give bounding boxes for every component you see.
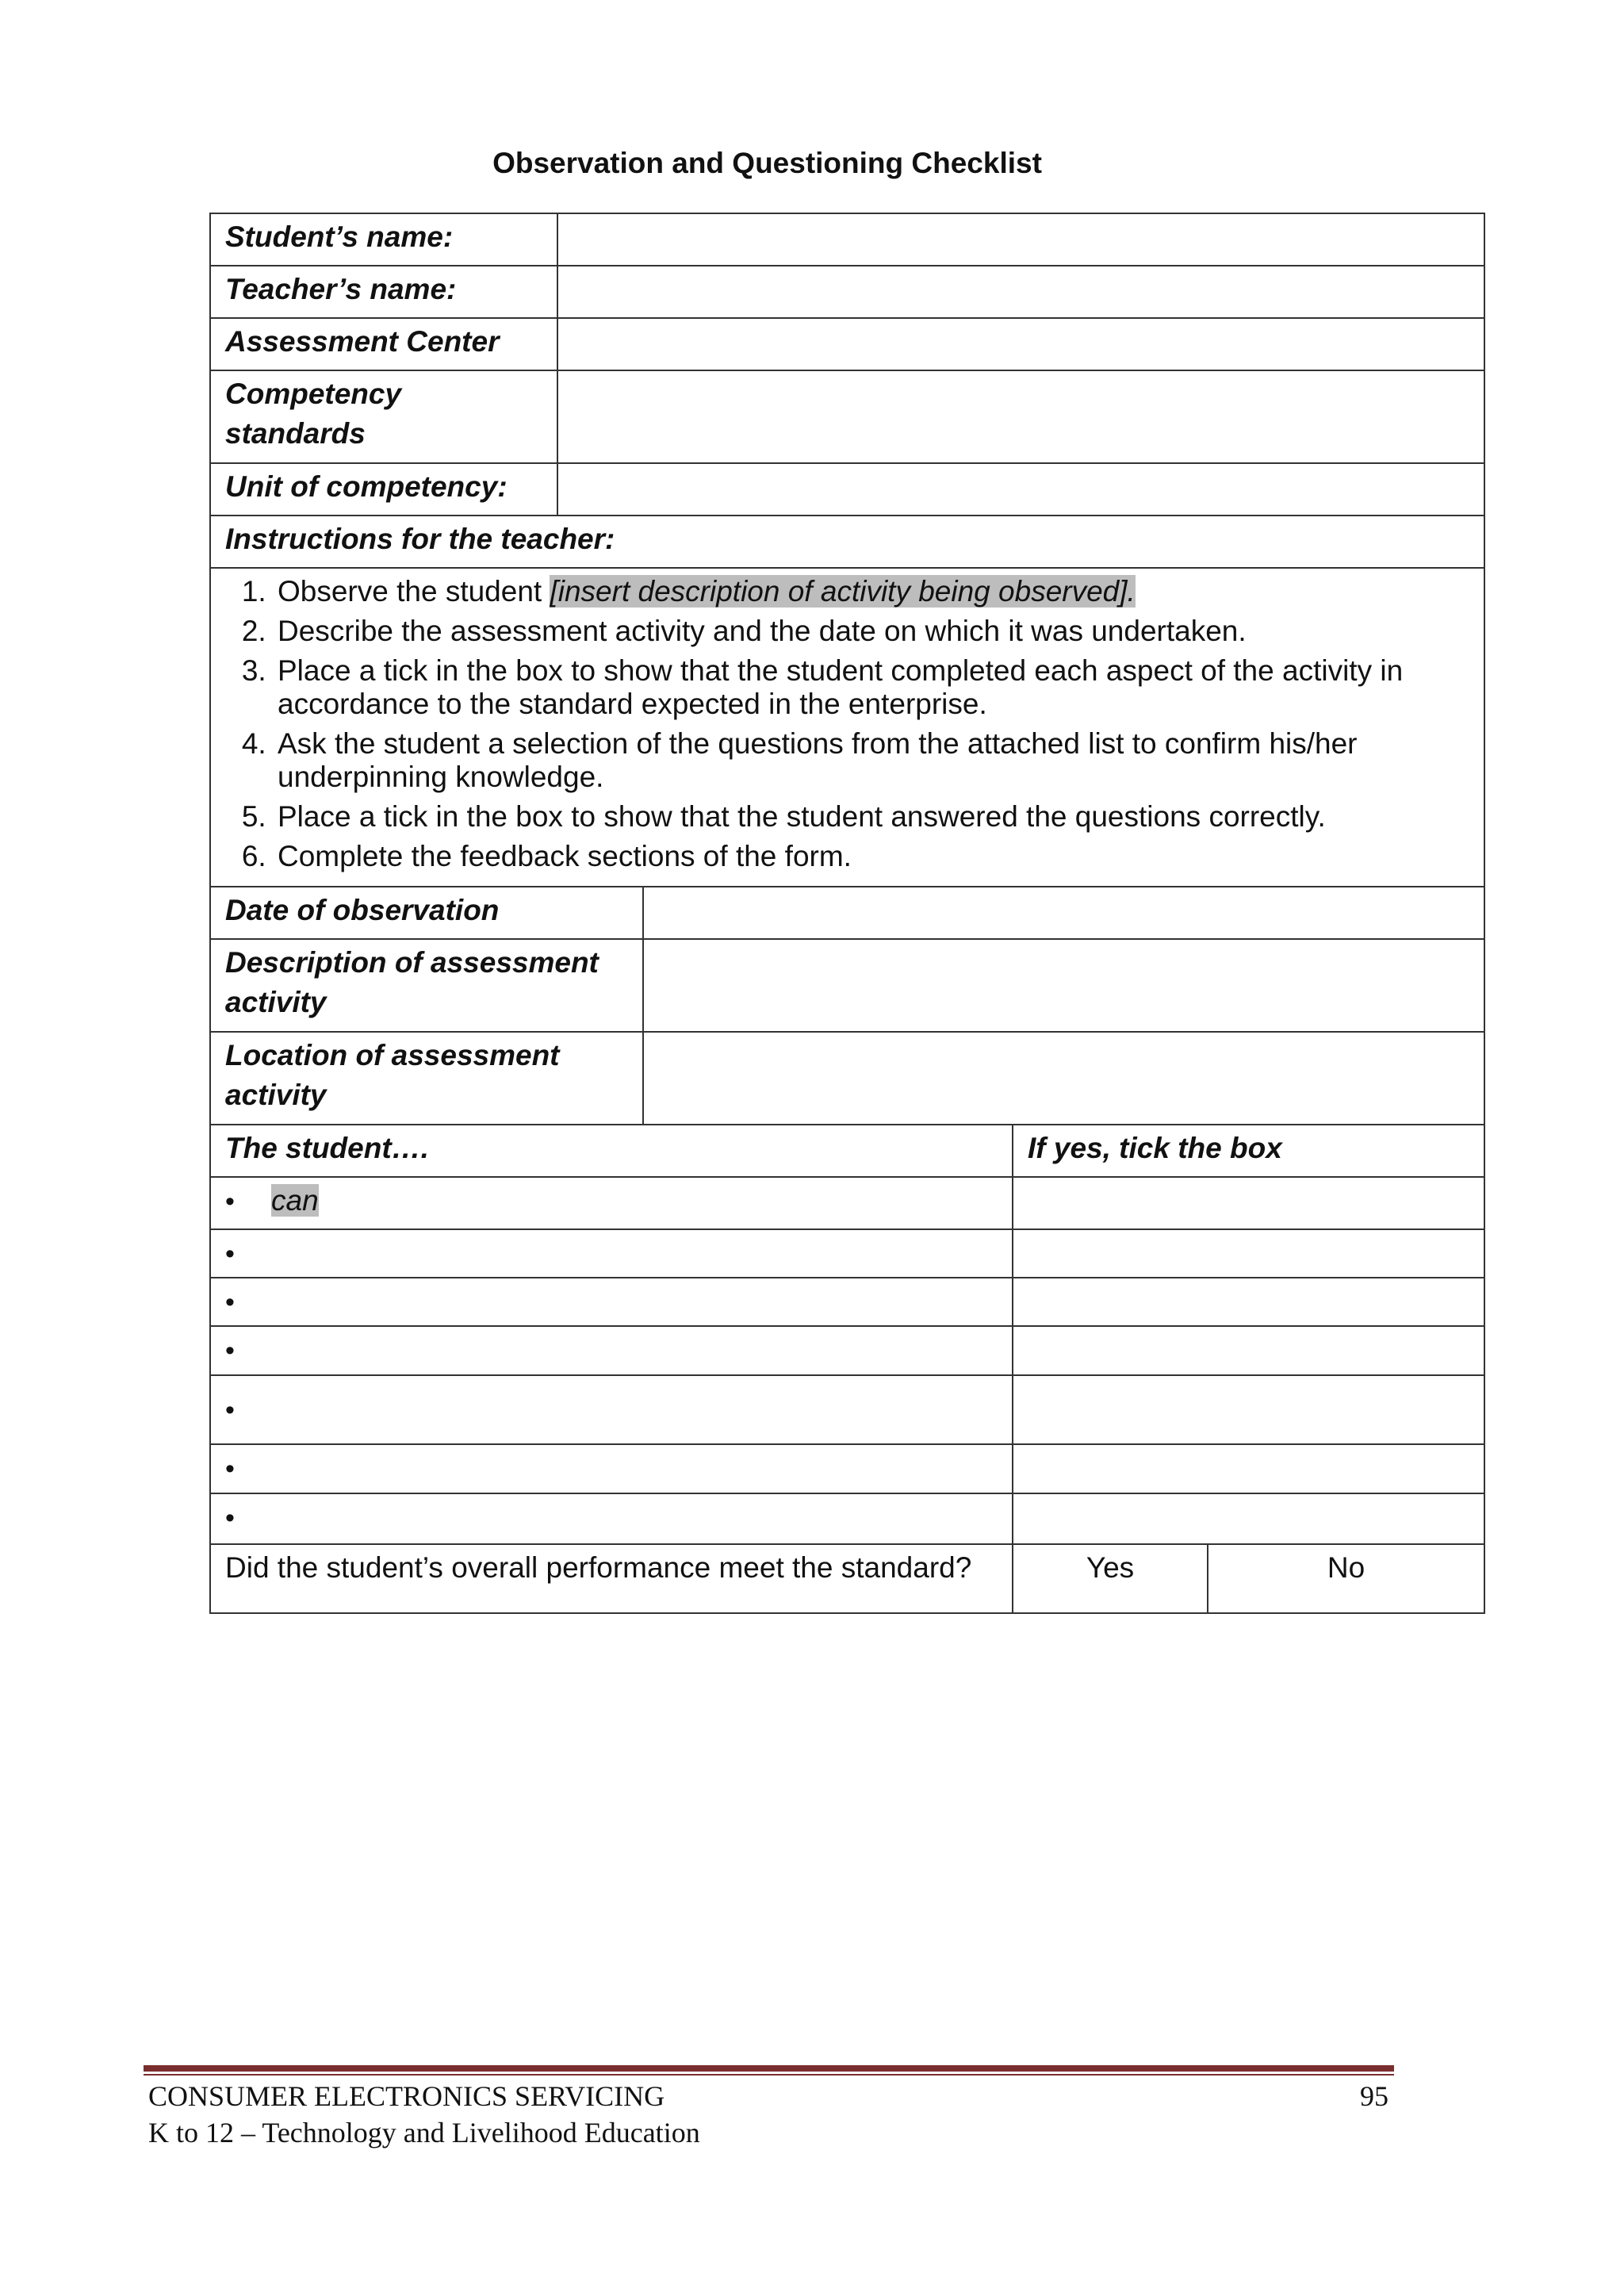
competency-standards-field[interactable]	[557, 370, 1484, 463]
unit-of-competency-label: Unit of competency:	[210, 463, 557, 516]
bullet: •	[225, 1186, 235, 1217]
instruction-item: 2. Describe the assessment activity and the date on which it was undertaken.	[274, 615, 1469, 648]
bullet: •	[225, 1454, 235, 1484]
page-number: 95	[1360, 2080, 1388, 2112]
location-label	[210, 1032, 643, 1125]
checklist-item[interactable]	[210, 1375, 1013, 1444]
checklist-item[interactable]	[210, 1278, 1013, 1326]
assessment-center-label: Assessment Center	[210, 318, 557, 370]
tick-box[interactable]	[1013, 1278, 1484, 1326]
description-label-line2: activity	[225, 986, 327, 1018]
tick-box[interactable]	[1013, 1326, 1484, 1375]
bullet: •	[225, 1503, 235, 1533]
tick-box[interactable]	[1013, 1375, 1484, 1444]
checklist-item[interactable]	[210, 1326, 1013, 1375]
activity-placeholder: [insert description of activity being observed].	[550, 575, 1136, 608]
bullet: •	[225, 1239, 235, 1269]
instruction-item: 4. Ask the student a selection of the questions from the attached list to confirm his/her underpinning knowledge.	[274, 727, 1469, 794]
overall-performance-question: Did the student’s overall performance meet the standard?	[210, 1544, 1013, 1613]
instructions-heading: Instructions for the teacher:	[210, 516, 1484, 568]
tick-box[interactable]	[1013, 1493, 1484, 1544]
instructions-list	[225, 575, 1469, 873]
tick-box[interactable]	[1013, 1177, 1484, 1229]
tick-box[interactable]	[1013, 1229, 1484, 1278]
location-label-line2: activity	[225, 1079, 327, 1111]
competency-standards-label-line2: standards	[225, 417, 366, 450]
checklist-item[interactable]	[210, 1493, 1013, 1544]
instruction-item	[274, 575, 1469, 608]
footer-course-title: CONSUMER ELECTRONICS SERVICING	[148, 2080, 665, 2112]
location-field[interactable]	[643, 1032, 1484, 1125]
date-of-observation-label: Date of observation	[210, 887, 643, 939]
tick-column-header: If yes, tick the box	[1013, 1125, 1484, 1177]
date-of-observation-field[interactable]	[643, 887, 1484, 939]
footer-divider-thick	[144, 2065, 1394, 2072]
bullet: •	[225, 1287, 235, 1317]
unit-of-competency-field[interactable]	[557, 463, 1484, 516]
teacher-name-label: Teacher’s name:	[210, 266, 557, 318]
competency-standards-label	[210, 370, 557, 463]
footer-divider-thin	[144, 2074, 1394, 2076]
assessment-center-field[interactable]	[557, 318, 1484, 370]
description-label-line1: Description of assessment	[225, 946, 599, 979]
footer-text	[148, 2078, 700, 2151]
instruction-item-text: Observe the student	[278, 575, 550, 608]
bullet: •	[225, 1336, 235, 1366]
checklist-form	[209, 213, 1485, 1614]
page-title: Observation and Questioning Checklist	[492, 147, 1042, 179]
tick-box[interactable]	[1013, 1444, 1484, 1493]
instruction-item: 6. Complete the feedback sections of the form.	[274, 840, 1469, 873]
bullet: •	[225, 1395, 235, 1425]
yes-option[interactable]: Yes	[1013, 1544, 1208, 1613]
checklist-item[interactable]	[210, 1177, 1013, 1229]
no-option[interactable]: No	[1208, 1544, 1484, 1613]
student-name-label: Student’s name:	[210, 213, 557, 266]
instruction-item: 3. Place a tick in the box to show that the student completed each aspect of the activity in accordance to the standard expected in the enterprise.	[274, 654, 1469, 721]
checklist-item[interactable]	[210, 1229, 1013, 1278]
teacher-name-field[interactable]	[557, 266, 1484, 318]
location-label-line1: Location of assessment	[225, 1039, 560, 1071]
student-column-header: The student….	[210, 1125, 1013, 1177]
instructions-cell	[210, 568, 1484, 887]
instruction-item: 5. Place a tick in the box to show that the student answered the questions correctly.	[274, 800, 1469, 834]
checklist-item-text: can	[271, 1184, 319, 1217]
description-label	[210, 939, 643, 1032]
competency-standards-label-line1: Competency	[225, 378, 402, 410]
description-field[interactable]	[643, 939, 1484, 1032]
student-name-field[interactable]	[557, 213, 1484, 266]
footer-program-title: K to 12 – Technology and Livelihood Education	[148, 2117, 700, 2148]
checklist-item[interactable]	[210, 1444, 1013, 1493]
